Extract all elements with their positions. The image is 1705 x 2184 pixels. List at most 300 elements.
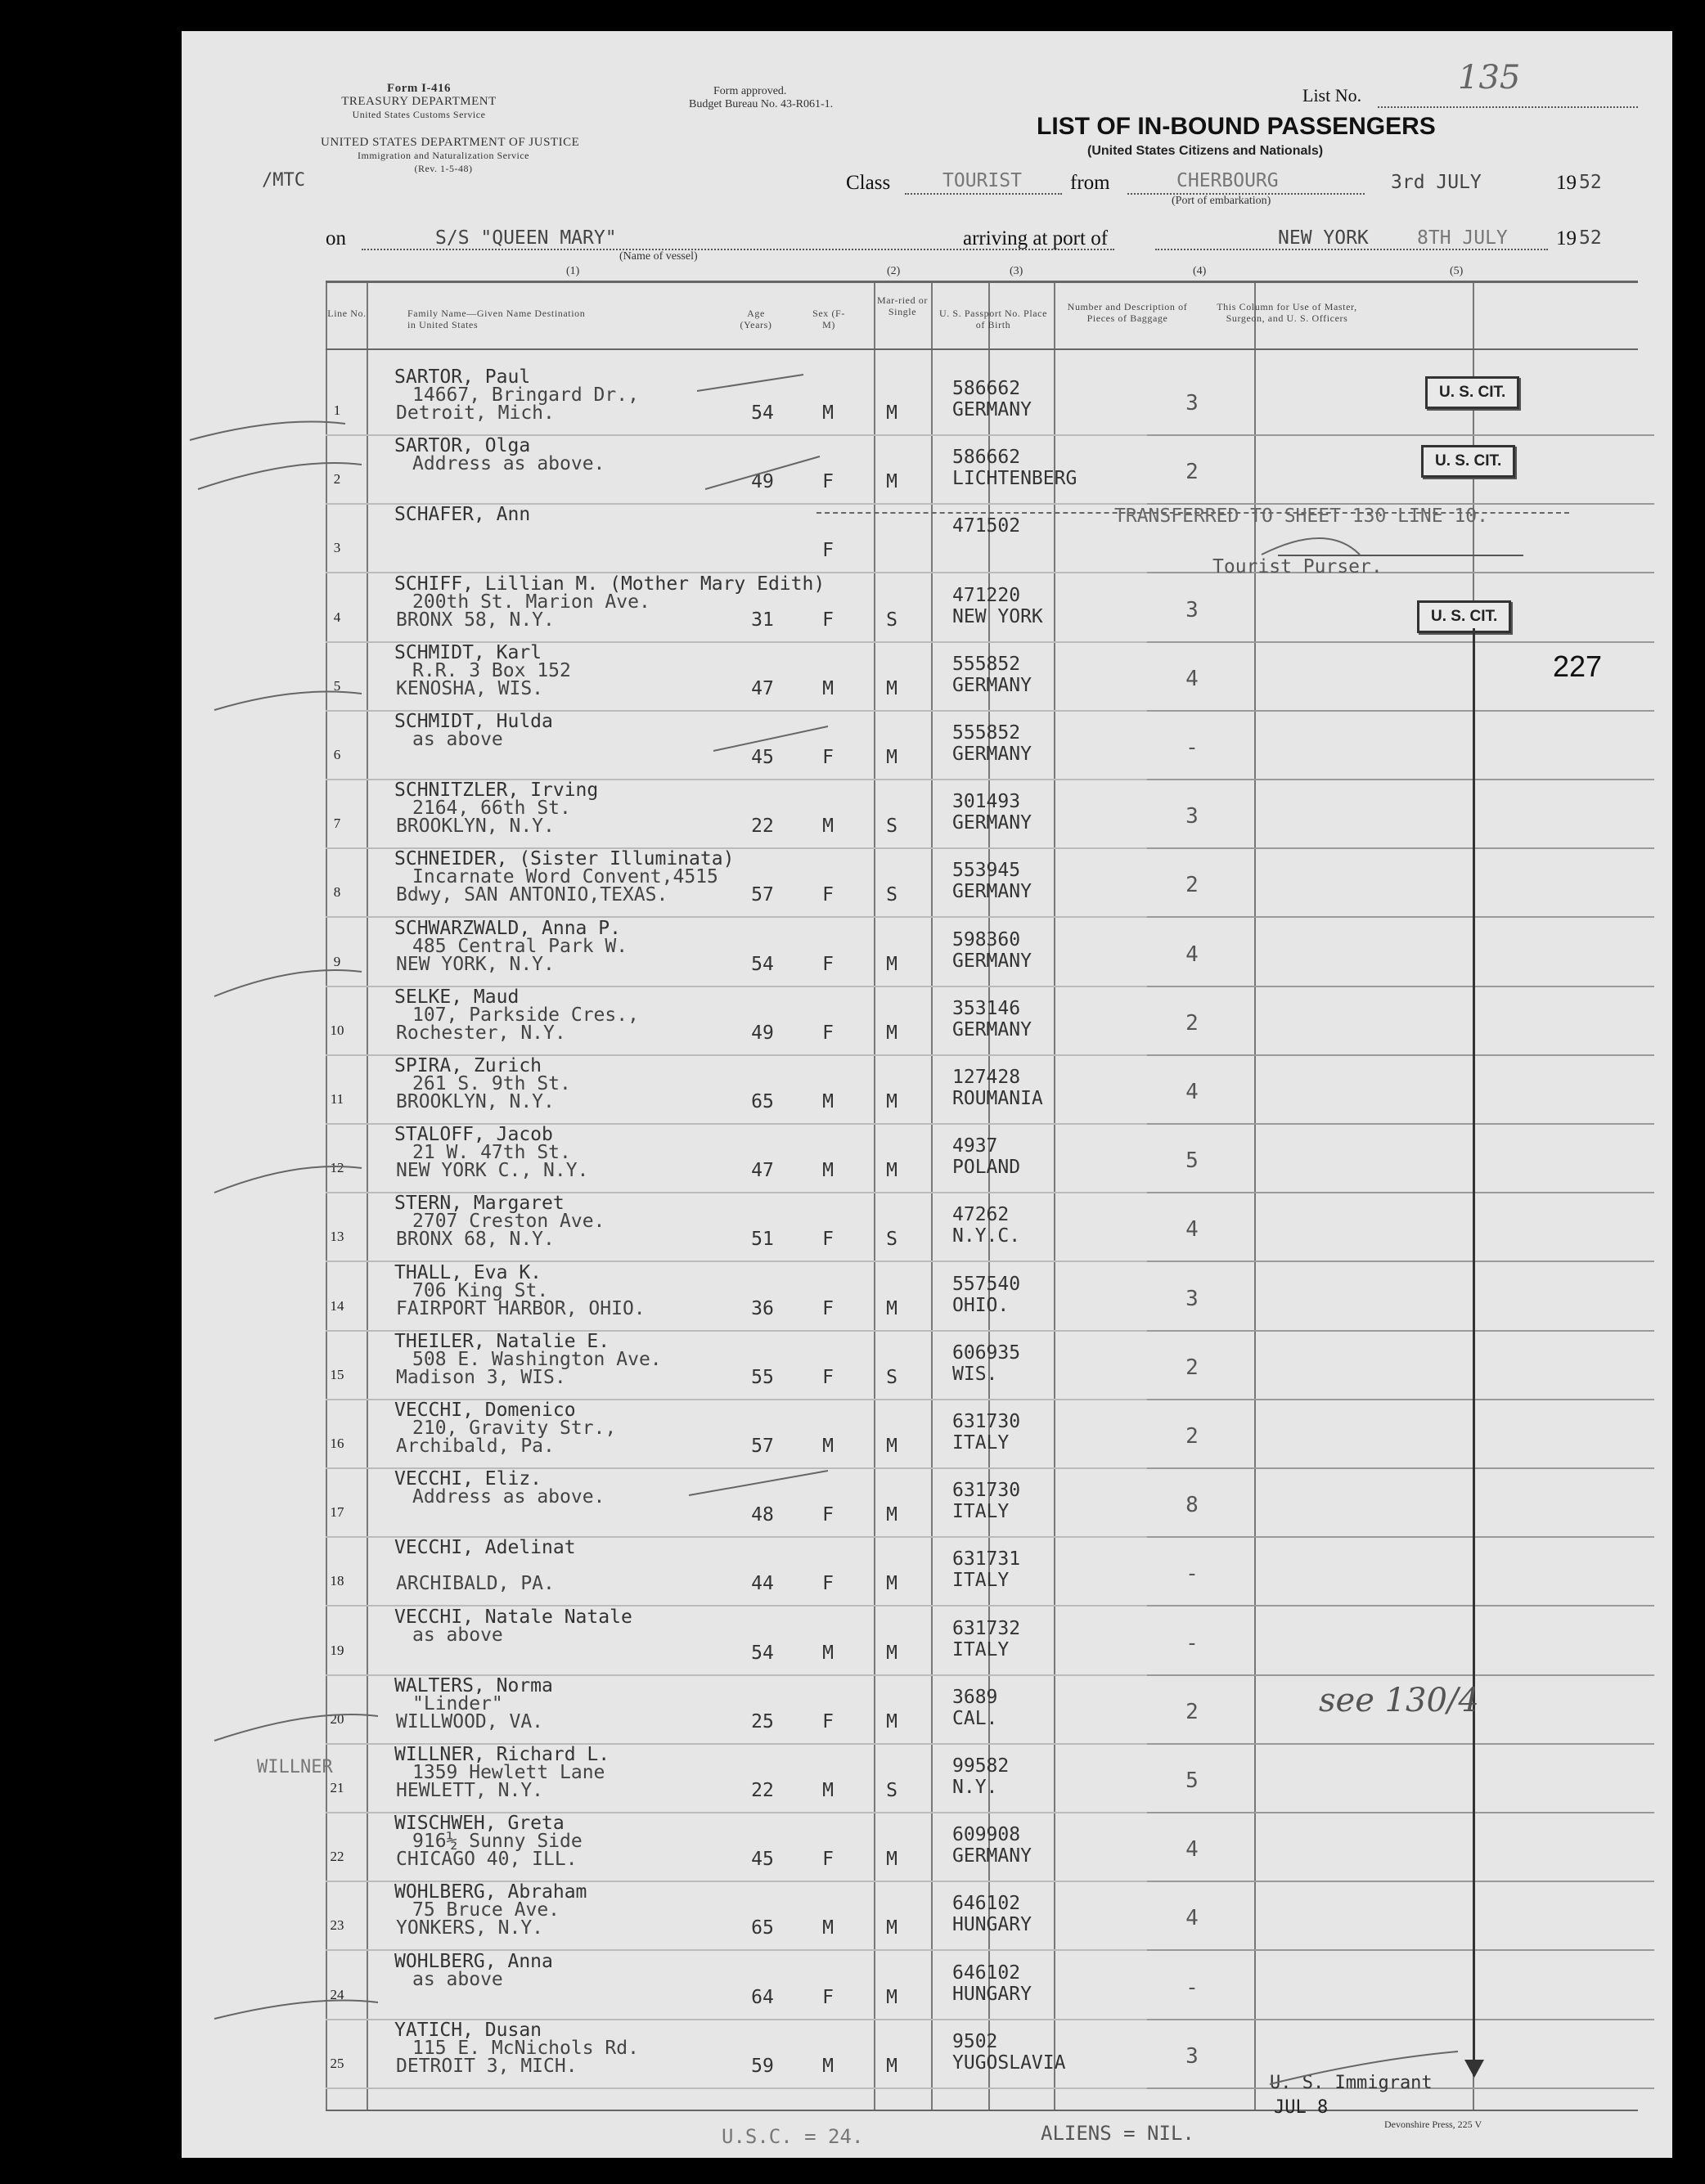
from-label: from [1070, 172, 1110, 194]
line-number: 1 [333, 402, 341, 418]
address-line-1: 210, Gravity Str., [412, 1418, 617, 1439]
pencil-mark [697, 375, 803, 391]
arrival-date: 8TH JULY [1417, 227, 1508, 249]
address-line-1: as above [412, 729, 503, 750]
age-cell: 51 [751, 1229, 774, 1251]
port-note: (Port of embarkation) [1172, 195, 1271, 207]
age-cell: 59 [751, 2055, 774, 2077]
place-of-birth: GERMANY [952, 399, 1032, 420]
address-line-2: Madison 3, WIS. [396, 1366, 566, 1388]
passport-number: 609908 [952, 1824, 1021, 1846]
baggage-count: 4 [1185, 941, 1199, 967]
manifest-sheet [182, 31, 1672, 2158]
place-of-birth: N.Y. [952, 1777, 998, 1798]
line-number: 23 [330, 1917, 344, 1934]
marital-cell: M [886, 1436, 897, 1457]
passenger-name: SARTOR, Olga [394, 435, 531, 457]
passenger-name: SCHAFER, Ann [394, 504, 531, 526]
marital-cell: S [886, 884, 897, 906]
dept-justice-sub: Immigration and Naturalization Service [358, 150, 529, 161]
form-revision: (Rev. 1-5-48) [414, 163, 473, 174]
address-line-2: HEWLETT, N.Y. [396, 1780, 544, 1801]
address-line-1: 14667, Bringard Dr., [412, 384, 639, 406]
address-line-1: R.R. 3 Box 152 [412, 659, 571, 681]
arrival-port: NEW YORK [1278, 227, 1369, 249]
passport-number: 631732 [952, 1617, 1021, 1639]
passport-number: 606935 [952, 1341, 1021, 1364]
pencil-mark [1262, 538, 1360, 555]
passport-number: 99582 [952, 1755, 1010, 1777]
sex-cell: F [822, 1022, 834, 1044]
passport-number: 4937 [952, 1135, 998, 1157]
passenger-name: WALTERS, Norma [394, 1674, 553, 1696]
sex-cell: F [822, 609, 834, 631]
list-no-value: 135 [1458, 59, 1521, 97]
baggage-count: 2 [1185, 873, 1199, 898]
baggage-count: 3 [1185, 597, 1199, 622]
address-line-1: 75 Bruce Ave. [412, 1899, 560, 1921]
passport-number: 127428 [952, 1067, 1021, 1088]
address-line-2: WILLWOOD, VA. [396, 1710, 544, 1732]
address-line-2: BRONX 58, N.Y. [396, 609, 555, 631]
sex-cell: F [822, 1573, 834, 1595]
baggage-count: 5 [1185, 1148, 1199, 1174]
dept-treasury-sub: United States Customs Service [352, 109, 486, 120]
budget-bureau: Budget Bureau No. 43-R061-1. [689, 98, 834, 110]
sex-cell: M [822, 1160, 834, 1182]
marital-cell: S [886, 816, 897, 838]
sex-cell: F [822, 953, 834, 975]
passport-number: 598360 [952, 928, 1021, 950]
passenger-name: SCHNEIDER, (Sister Illuminata) [394, 848, 735, 870]
age-cell: 65 [751, 1917, 774, 1939]
address-line-1: 21 W. 47th St. [412, 1142, 571, 1164]
sex-cell: F [822, 1297, 834, 1319]
pencil-mark [190, 422, 345, 441]
place-of-birth: GERMANY [952, 950, 1032, 972]
depart-year-prefix: 19 [1556, 172, 1577, 194]
us-citizen-stamp: U. S. CIT. [1425, 376, 1519, 409]
age-cell: 47 [751, 677, 774, 699]
address-line-2: ARCHIBALD, PA. [396, 1573, 555, 1595]
age-cell: 48 [751, 1504, 774, 1526]
sex-cell: M [822, 677, 834, 699]
place-of-birth: ROUMANIA [952, 1088, 1043, 1109]
passport-number: 471502 [952, 515, 1021, 537]
place-of-birth: NEW YORK [952, 605, 1043, 627]
line-number: 22 [330, 1849, 344, 1865]
marital-cell: M [886, 1160, 897, 1182]
list-no-label: List No. [1302, 85, 1362, 106]
baggage-count: 8 [1185, 1493, 1199, 1518]
footer-usc-total: U.S.C. = 24. [722, 2125, 864, 2148]
line-number: 20 [330, 1710, 344, 1727]
passenger-name: SCHIFF, Lillian M. (Mother Mary Edith) [394, 573, 826, 595]
passport-number: 557540 [952, 1273, 1021, 1295]
marital-cell: S [886, 609, 897, 631]
place-of-birth: CAL. [952, 1707, 998, 1729]
age-cell: 22 [751, 1780, 774, 1801]
address-line-1: Address as above. [412, 1486, 605, 1508]
age-cell: 65 [751, 1091, 774, 1112]
place-of-birth: HUNGARY [952, 1983, 1032, 2005]
line-number: 21 [330, 1780, 344, 1795]
passenger-name: WOHLBERG, Abraham [394, 1881, 587, 1903]
baggage-count: 4 [1185, 666, 1199, 691]
col-header-sex: Sex (F-M) [812, 308, 845, 330]
passport-number: 586662 [952, 378, 1021, 399]
address-line-1: as above [412, 1968, 503, 1990]
address-line-1: 107, Parkside Cres., [412, 1004, 639, 1026]
depart-year: 52 [1579, 172, 1602, 193]
baggage-count: 2 [1185, 460, 1199, 485]
age-cell: 54 [751, 953, 774, 975]
passenger-name: VECCHI, Adelinat [394, 1537, 576, 1559]
passenger-name: VECCHI, Domenico [394, 1400, 576, 1421]
arrival-year: 52 [1579, 227, 1602, 249]
line-number: 12 [330, 1160, 344, 1176]
line-number: 11 [330, 1091, 344, 1107]
col-header-age: Age (Years) [740, 308, 772, 330]
age-cell: 55 [751, 1366, 774, 1388]
line-number: 16 [330, 1436, 344, 1451]
place-of-birth: GERMANY [952, 812, 1032, 834]
baggage-count: - [1185, 1630, 1199, 1656]
baggage-count: 4 [1185, 1906, 1199, 1931]
passport-number: 631730 [952, 1411, 1021, 1432]
address-line-1: 200th St. Marion Ave. [412, 591, 650, 613]
address-line-2: Detroit, Mich. [396, 402, 555, 424]
place-of-birth: WIS. [952, 1363, 998, 1385]
passenger-name: SCHMIDT, Karl [394, 641, 542, 663]
col-header-line-no: Line No. [327, 308, 367, 319]
depart-date: 3rd JULY [1391, 172, 1482, 193]
age-cell: 45 [751, 1849, 774, 1871]
line-number: 19 [330, 1642, 344, 1658]
age-cell: 31 [751, 609, 774, 631]
age-cell: 57 [751, 1436, 774, 1457]
marital-cell: M [886, 1504, 897, 1526]
marital-cell: M [886, 1986, 897, 2008]
place-of-birth: GERMANY [952, 881, 1032, 903]
us-citizen-stamp: U. S. CIT. [1417, 600, 1511, 633]
age-cell: 49 [751, 1022, 774, 1044]
marital-cell: M [886, 953, 897, 975]
marital-cell: M [886, 747, 897, 768]
age-cell: 44 [751, 1573, 774, 1595]
sex-cell: F [822, 1366, 834, 1388]
passport-number: 646102 [952, 1962, 1021, 1984]
baggage-count: - [1185, 1562, 1199, 1587]
address-line-2: BROOKLYN, N.Y. [396, 816, 555, 838]
address-line-2: CHICAGO 40, ILL. [396, 1849, 578, 1871]
baggage-count: - [1185, 735, 1199, 760]
line-number: 2 [333, 471, 341, 488]
line-number: 5 [333, 677, 341, 694]
place-of-birth: HUNGARY [952, 1914, 1032, 1936]
passenger-name: SCHMIDT, Hulda [394, 711, 553, 732]
sex-cell: M [822, 1642, 834, 1664]
marital-cell: M [886, 1297, 897, 1319]
marital-cell: M [886, 402, 897, 424]
place-of-birth: ITALY [952, 1501, 1010, 1523]
sex-cell: F [822, 1710, 834, 1732]
baggage-count: - [1185, 1975, 1199, 2000]
sex-cell: M [822, 1091, 834, 1112]
dept-treasury: TREASURY DEPARTMENT [341, 95, 497, 108]
sex-cell: F [822, 1849, 834, 1871]
marital-cell: M [886, 1917, 897, 1939]
passenger-name: STALOFF, Jacob [394, 1124, 553, 1146]
passenger-name: YATICH, Dusan [394, 2019, 542, 2041]
passenger-name: SELKE, Maud [394, 986, 520, 1008]
marital-cell: S [886, 1366, 897, 1388]
pencil-mark [214, 970, 362, 996]
age-cell: 47 [751, 1160, 774, 1182]
address-line-2: Archibald, Pa. [396, 1436, 555, 1457]
address-line-1: 261 S. 9th St. [412, 1073, 571, 1094]
passport-number: 9502 [952, 2030, 998, 2052]
col-num-3: (3) [1010, 265, 1023, 277]
col-header-name: Family Name—Given Name Destination in United States [407, 308, 586, 330]
passenger-name: SCHWARZWALD, Anna P. [394, 917, 621, 939]
arrival-year-prefix: 19 [1556, 227, 1577, 249]
on-label: on [326, 227, 346, 249]
passport-number: 631730 [952, 1480, 1021, 1502]
pencil-mark [689, 1471, 828, 1495]
vessel-note: (Name of vessel) [619, 250, 698, 263]
place-of-birth: YUGOSLAVIA [952, 2051, 1066, 2074]
passenger-count: 227 [1553, 649, 1603, 683]
passport-number: 631731 [952, 1548, 1021, 1571]
address-line-2: YONKERS, N.Y. [396, 1917, 544, 1939]
age-cell: 25 [751, 1710, 774, 1732]
line-number: 6 [333, 747, 341, 762]
passport-number: 553945 [952, 860, 1021, 882]
sex-cell: M [822, 816, 834, 838]
place-of-birth: LICHTENBERG [952, 468, 1077, 490]
pencil-mark [713, 726, 828, 751]
passport-number: 586662 [952, 447, 1021, 469]
address-line-2: NEW YORK C., N.Y. [396, 1160, 589, 1182]
passport-number: 47262 [952, 1204, 1010, 1226]
address-line-1: 485 Central Park W. [412, 935, 628, 957]
arriving-label: arriving at port of [963, 227, 1109, 249]
passport-number: 471220 [952, 584, 1021, 606]
passenger-name: SARTOR, Paul [394, 366, 531, 388]
baggage-count: 4 [1185, 1837, 1199, 1863]
address-line-1: Address as above. [412, 453, 605, 475]
address-line-1: Incarnate Word Convent,4515 [412, 866, 718, 888]
place-of-birth: GERMANY [952, 1845, 1032, 1867]
passport-number: 555852 [952, 722, 1021, 744]
form-approved: Form approved. [713, 85, 787, 97]
baggage-count: 2 [1185, 1699, 1199, 1724]
address-line-2: FAIRPORT HARBOR, OHIO. [396, 1297, 646, 1319]
document-title: LIST OF IN-BOUND PASSENGERS [1037, 113, 1436, 140]
sex-cell: F [822, 540, 834, 562]
class-label: Class [846, 172, 891, 194]
marital-cell: M [886, 1710, 897, 1732]
passenger-name: STERN, Margaret [394, 1193, 565, 1215]
marital-cell: M [886, 677, 897, 699]
passenger-name: WISCHWEH, Greta [394, 1813, 565, 1835]
age-cell: 57 [751, 884, 774, 906]
age-cell: 22 [751, 816, 774, 838]
form-number: Form I-416 [387, 82, 451, 95]
line-number: 25 [330, 2055, 344, 2071]
col-num-5: (5) [1450, 265, 1464, 277]
sex-cell: M [822, 402, 834, 424]
passenger-name: SCHNITZLER, Irving [394, 780, 599, 802]
line-number: 24 [330, 1986, 344, 2002]
address-line-1: 2707 Creston Ave. [412, 1211, 605, 1233]
line-number: 14 [330, 1297, 344, 1314]
sex-cell: F [822, 1504, 834, 1526]
address-line-2: NEW YORK, N.Y. [396, 953, 555, 975]
col-num-2: (2) [887, 265, 901, 277]
pencil-mark [214, 1166, 362, 1193]
baggage-count: 4 [1185, 1217, 1199, 1243]
baggage-count: 5 [1185, 1768, 1199, 1793]
sex-cell: F [822, 884, 834, 906]
baggage-count: 4 [1185, 1080, 1199, 1104]
baggage-count: 3 [1185, 1286, 1199, 1311]
age-cell: 45 [751, 747, 774, 768]
col-header-baggage: Number and Description of Pieces of Baggage [1067, 301, 1188, 324]
purser-note: Tourist Purser. [1212, 556, 1383, 577]
pencil-check-marks [182, 31, 1672, 2158]
passport-number: 3689 [952, 1686, 998, 1708]
footer-aliens-total: ALIENS = NIL. [1041, 2122, 1194, 2145]
address-line-1: 508 E. Washington Ave. [412, 1348, 662, 1370]
sex-cell: F [822, 471, 834, 493]
baggage-count: 3 [1185, 391, 1199, 416]
col-header-married: Mar-ried or Single [876, 294, 928, 317]
age-cell: 64 [751, 1986, 774, 2008]
place-of-birth: GERMANY [952, 674, 1032, 696]
pencil-mark [1270, 2051, 1458, 2084]
passenger-name: WOHLBERG, Anna [394, 1950, 553, 1972]
dept-justice: UNITED STATES DEPARTMENT OF JUSTICE [321, 136, 580, 149]
marital-cell: M [886, 1022, 897, 1044]
sex-cell: F [822, 747, 834, 768]
line-number: 4 [333, 609, 341, 625]
address-line-1: 1359 Hewlett Lane [412, 1762, 605, 1783]
pencil-mark [705, 456, 820, 489]
pencil-mark [214, 692, 362, 711]
line-number: 8 [333, 884, 341, 901]
sex-cell: M [822, 1436, 834, 1457]
col-header-officers: This Column for Use of Master, Surgeon, and U. S. Officers [1217, 301, 1357, 324]
address-line-2: DETROIT 3, MICH. [396, 2055, 578, 2077]
sex-cell: M [822, 1780, 834, 1801]
place-of-birth: ITALY [952, 1638, 1010, 1660]
baggage-count: 2 [1185, 1010, 1199, 1036]
line-number: 9 [333, 953, 341, 969]
marital-cell: S [886, 1780, 897, 1801]
row20-handwritten-note: see 130/4 [1319, 1682, 1479, 1719]
baggage-count: 2 [1185, 1355, 1199, 1380]
marital-cell: M [886, 1091, 897, 1112]
address-line-1: 2164, 66th St. [412, 798, 571, 820]
address-line-1: 706 King St. [412, 1279, 549, 1301]
willner-margin-note: WILLNER [257, 1757, 333, 1777]
address-line-1: 115 E. McNichols Rd. [412, 2037, 639, 2059]
line-number: 17 [330, 1504, 344, 1521]
age-cell: 49 [751, 471, 774, 493]
col-header-passport: U. S. Passport No. Place of Birth [938, 308, 1048, 330]
address-line-2: BROOKLYN, N.Y. [396, 1091, 555, 1112]
passenger-name: VECCHI, Eliz. [394, 1468, 542, 1490]
place-of-birth: POLAND [952, 1157, 1021, 1179]
line-number: 3 [333, 540, 341, 556]
line-number: 13 [330, 1229, 344, 1245]
age-cell: 54 [751, 1642, 774, 1664]
from-value: CHERBOURG [1176, 170, 1279, 191]
vessel-name: S/S "QUEEN MARY" [435, 227, 617, 249]
document-subtitle: (United States Citizens and Nationals) [1087, 144, 1324, 158]
line-number: 7 [333, 816, 341, 832]
marital-cell: M [886, 1642, 897, 1664]
place-of-birth: GERMANY [952, 744, 1032, 765]
class-value: TOURIST [942, 170, 1022, 191]
address-line-2: KENOSHA, WIS. [396, 677, 544, 699]
marital-cell: S [886, 1229, 897, 1251]
marital-cell: M [886, 1573, 897, 1595]
sex-cell: F [822, 1229, 834, 1251]
address-line-1: 916½ Sunny Side [412, 1831, 583, 1853]
col-num-4: (4) [1193, 265, 1207, 277]
marital-cell: M [886, 1849, 897, 1871]
place-of-birth: ITALY [952, 1432, 1010, 1454]
passport-number: 353146 [952, 997, 1021, 1019]
address-line-2: BRONX 68, N.Y. [396, 1229, 555, 1251]
age-cell: 54 [751, 402, 774, 424]
sex-cell: M [822, 1917, 834, 1939]
immigration-date: JUL 8 [1274, 2097, 1329, 2118]
line-number: 18 [330, 1573, 344, 1589]
age-cell: 36 [751, 1297, 774, 1319]
address-line-2: Bdwy, SAN ANTONIO,TEXAS. [396, 884, 668, 906]
address-line-1: as above [412, 1624, 503, 1646]
passenger-name: THALL, Eva K. [394, 1261, 542, 1283]
baggage-count: 3 [1185, 804, 1199, 829]
marital-cell: M [886, 2055, 897, 2077]
pencil-mark [198, 463, 362, 489]
col-num-1: (1) [566, 265, 580, 277]
printer-mark: Devonshire Press, 225 V [1384, 2119, 1482, 2130]
sex-cell: M [822, 2055, 834, 2077]
place-of-birth: N.Y.C. [952, 1225, 1021, 1247]
immigration-stamp: U. S. Immigrant [1270, 2073, 1433, 2093]
pencil-mark [214, 1714, 378, 1741]
passenger-name: VECCHI, Natale Natale [394, 1606, 632, 1628]
sex-cell: F [822, 1986, 834, 2008]
margin-note: /MTC [262, 170, 305, 191]
passport-number: 555852 [952, 653, 1021, 675]
passport-number: 301493 [952, 791, 1021, 813]
baggage-count: 2 [1185, 1424, 1199, 1449]
place-of-birth: OHIO. [952, 1294, 1010, 1316]
address-line-2: Rochester, N.Y. [396, 1022, 566, 1044]
transfer-note: TRANSFERRED TO SHEET 130 LINE 10. [1114, 506, 1488, 527]
marital-cell: M [886, 471, 897, 493]
place-of-birth: ITALY [952, 1570, 1010, 1592]
passenger-name: SPIRA, Zurich [394, 1055, 542, 1076]
place-of-birth: GERMANY [952, 1018, 1032, 1040]
passenger-name: THEILER, Natalie E. [394, 1330, 610, 1352]
